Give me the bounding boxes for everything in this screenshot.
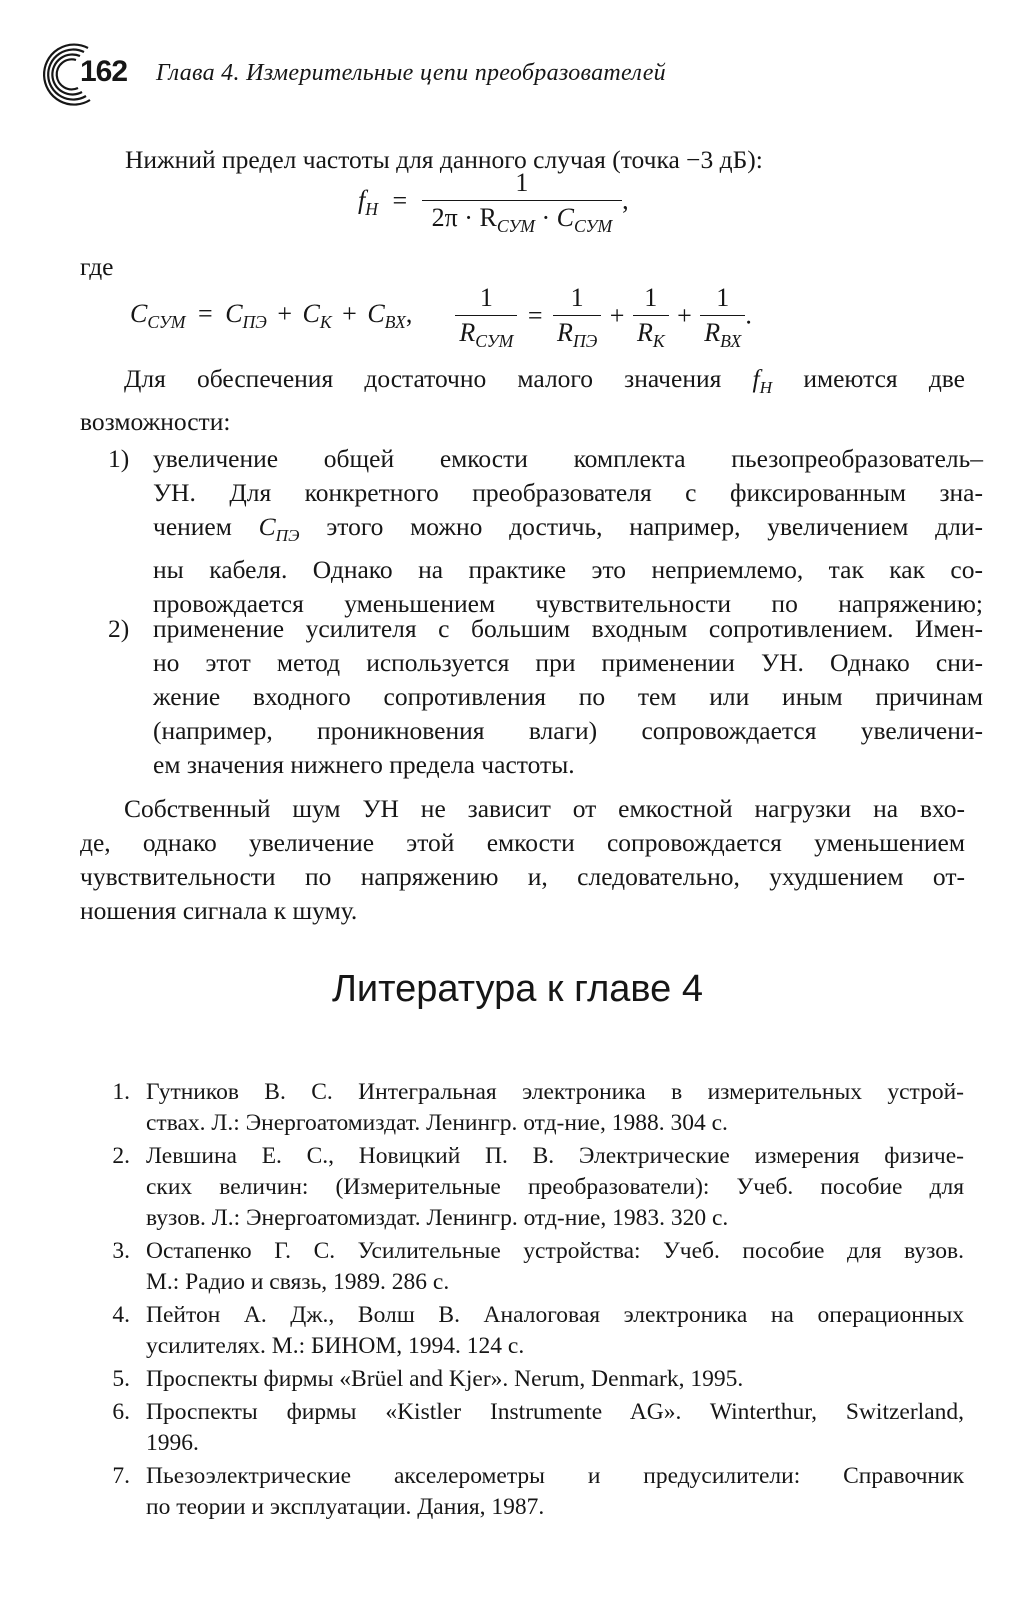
r-pe-num: 1 — [570, 283, 584, 312]
ref-line: Проспекты фирмы «Brüel and Kjer». Nerum, Denmark, 1995. — [146, 1366, 744, 1392]
list-body-1 — [153, 442, 983, 621]
ref-number: 4. — [112, 1302, 130, 1328]
list-item-2 — [108, 612, 988, 782]
r-pe-den — [553, 315, 601, 352]
r-k-num: 1 — [644, 283, 658, 312]
ref-body — [146, 1141, 964, 1234]
r-pe-fraction — [553, 283, 601, 352]
fh-symbol: $f_H$ — [752, 364, 773, 398]
reference-7 — [100, 1461, 970, 1523]
c-pe-sub: ПЭ — [242, 311, 267, 332]
page-header — [28, 40, 988, 110]
ref-line: ствах. Л.: Энергоатомиздат. Ленингр. отд-ние, 1988. 304 с. — [146, 1110, 728, 1136]
ref-body — [146, 1236, 964, 1298]
para1-line1 — [80, 362, 965, 405]
intro-text: Нижний предел частоты для данного случая (точка −3 дБ): — [125, 145, 763, 174]
ref-line: Проспекты фирмы «Kistler Instrumente AG». Winterthur, Switzerland, — [146, 1399, 964, 1425]
para1-text-a: Для обеспечения достаточно малого значения — [124, 364, 722, 393]
paragraph-noise — [80, 792, 965, 928]
denominator-part2: C — [556, 203, 574, 232]
ref-line: 1996. — [146, 1430, 199, 1456]
ref-line: Пьезоэлектрические акселерометры и предусилители: Справочник — [146, 1463, 964, 1489]
formula1-comma: , — [622, 185, 629, 215]
r-k-sub: К — [652, 331, 665, 352]
para2-line3: чувствительности по напряжению и, следовательно, ухудшением от- — [80, 862, 965, 891]
reference-2 — [100, 1141, 970, 1234]
r-sum-sub: СУМ — [475, 331, 514, 352]
ref-number: 3. — [112, 1238, 130, 1264]
para2-line4: ношения сигнала к шуму. — [80, 896, 358, 925]
list1-line2: УН. Для конкретного преобразователя с фиксированным зна- — [153, 478, 983, 507]
r-bx-num: 1 — [716, 283, 730, 312]
list2-line4: (например, проникновения влаги) сопровождается увеличени- — [153, 716, 983, 745]
ref-line: Гутников В. С. Интегральная электроника в измерительных устрой- — [146, 1079, 964, 1105]
denominator-sub1: СУМ — [496, 216, 535, 237]
c-sum: C — [130, 298, 148, 328]
r-k-fraction — [633, 283, 669, 352]
r-bx-fraction — [700, 283, 745, 352]
ref-number: 5. — [112, 1366, 130, 1392]
c-k-sub: К — [319, 311, 332, 332]
formula-sum: $C_{СУМ} = C_{ПЭ} + C_К + C_{ВХ}$, $\frac{1}{R_{СУМ}}$ = $\frac{1}{R_{ПЭ}}$ + $\frac{1}{R_К}$ + $\frac{1}{R_{ВХ}}$ . — [130, 283, 752, 352]
c-bx: C — [367, 298, 385, 328]
r-pe: R — [557, 318, 573, 347]
para1-text-b: имеются две — [803, 364, 966, 393]
reference-6 — [100, 1397, 970, 1459]
para2-line2: де, однако увеличение этой емкости сопровождается уменьшением — [80, 828, 965, 857]
ref-line: М.: Радио и связь, 1989. 286 с. — [146, 1269, 450, 1295]
section-title: Литература к главе 4 — [331, 968, 704, 1010]
page-number: 162 — [80, 55, 128, 88]
ref-line: усилителях. М.: БИНОМ, 1994. 124 с. — [146, 1333, 525, 1359]
r-sum-num: 1 — [479, 283, 493, 312]
formula1-fraction — [422, 168, 623, 237]
ref-body — [146, 1300, 964, 1362]
para1-line2: возможности: — [80, 407, 231, 437]
list1-line4: ны кабеля. Однако на практике это неприемлемо, так как со- — [153, 555, 983, 585]
ref-number: 2. — [112, 1143, 130, 1169]
ref-number: 6. — [112, 1399, 130, 1425]
list2-line5: ем значения нижнего предела частоты. — [153, 750, 575, 779]
c-k: C — [302, 298, 320, 328]
c-pe-inline: $C_{ПЭ}$ — [258, 512, 300, 546]
list-marker-2: 2) — [108, 614, 130, 643]
ref-line: ских величин: (Измерительные преобразователи): Учеб. пособие для — [146, 1174, 964, 1200]
list-marker-1: 1) — [108, 444, 130, 473]
reference-4 — [100, 1300, 970, 1362]
list1-line5: провождается уменьшением чувствительности по напряжению; — [153, 589, 983, 619]
ref-line: Левшина Е. С., Новицкий П. В. Электрические измерения физиче- — [146, 1143, 964, 1169]
running-head: Глава 4. Измерительные цепи преобразователей — [156, 60, 666, 86]
denominator-dot: · — [541, 203, 551, 232]
denominator-part1: 2π · R — [431, 203, 497, 232]
ref-body — [146, 1364, 964, 1395]
r-sum-fraction — [455, 283, 517, 352]
formula-lower-frequency: $f_H$ = $\frac{1}{2\pi \cdot R_{СУМ} \cdot C_{СУМ}}$ , — [358, 168, 629, 237]
r-sum: R — [459, 318, 476, 347]
list1-line3-prefix: чением — [153, 512, 232, 541]
reference-3 — [100, 1236, 970, 1298]
paragraph-possibilities — [80, 362, 965, 439]
ref-number: 7. — [112, 1463, 130, 1489]
list-body-2 — [153, 612, 983, 782]
ref-body — [146, 1077, 964, 1139]
r-pe-sub: ПЭ — [572, 331, 598, 352]
ref-line: Пейтон А. Дж., Волш В. Аналоговая электроника на операционных — [146, 1302, 964, 1328]
reference-1 — [100, 1077, 970, 1139]
c-bx-sub: ВХ — [384, 311, 406, 332]
list2-line1: применение усилителя с большим входным сопротивлением. Имен- — [153, 614, 983, 643]
f-symbol: f — [358, 185, 366, 215]
c-sum-sub: СУМ — [147, 311, 186, 332]
ref-body — [146, 1461, 964, 1523]
r-k: R — [636, 318, 653, 347]
ref-number: 1. — [112, 1079, 130, 1105]
list2-line3: жение входного сопротивления по тем или иным причинам — [153, 682, 983, 711]
f-subscript: H — [365, 198, 378, 219]
ref-line: по теории и эксплуатации. Дания, 1987. — [146, 1494, 545, 1520]
ref-line: Остапенко Г. С. Усилительные устройства: Учеб. пособие для вузов. — [146, 1238, 964, 1264]
para2-line1: Собственный шум УН не зависит от емкостной нагрузки на вхо- — [124, 794, 965, 823]
list1-line3-rest: этого можно достичь, например, увеличением дли- — [326, 512, 984, 541]
ref-body — [146, 1397, 964, 1459]
list-item-1 — [108, 442, 988, 619]
r-bx-den — [700, 315, 745, 352]
where-word: где — [80, 252, 114, 281]
list1-line1: увеличение общей емкости комплекта пьезопреобразователь– — [153, 444, 983, 473]
r-k-den — [633, 315, 669, 352]
r-bx: R — [704, 318, 721, 347]
list1-line3 — [153, 510, 983, 553]
c-pe: C — [225, 298, 243, 328]
denominator-sub2: СУМ — [574, 216, 613, 237]
formula1-denominator — [422, 200, 623, 237]
formula1-numerator: 1 — [515, 168, 529, 197]
ref-line: вузов. Л.: Энергоатомиздат. Ленингр. отд-ние, 1983. 320 с. — [146, 1205, 729, 1231]
reference-5 — [100, 1364, 970, 1395]
list2-line2: но этот метод используется при применении УН. Однако сни- — [153, 648, 983, 677]
r-bx-sub: ВХ — [720, 331, 742, 352]
r-sum-den — [455, 315, 517, 352]
